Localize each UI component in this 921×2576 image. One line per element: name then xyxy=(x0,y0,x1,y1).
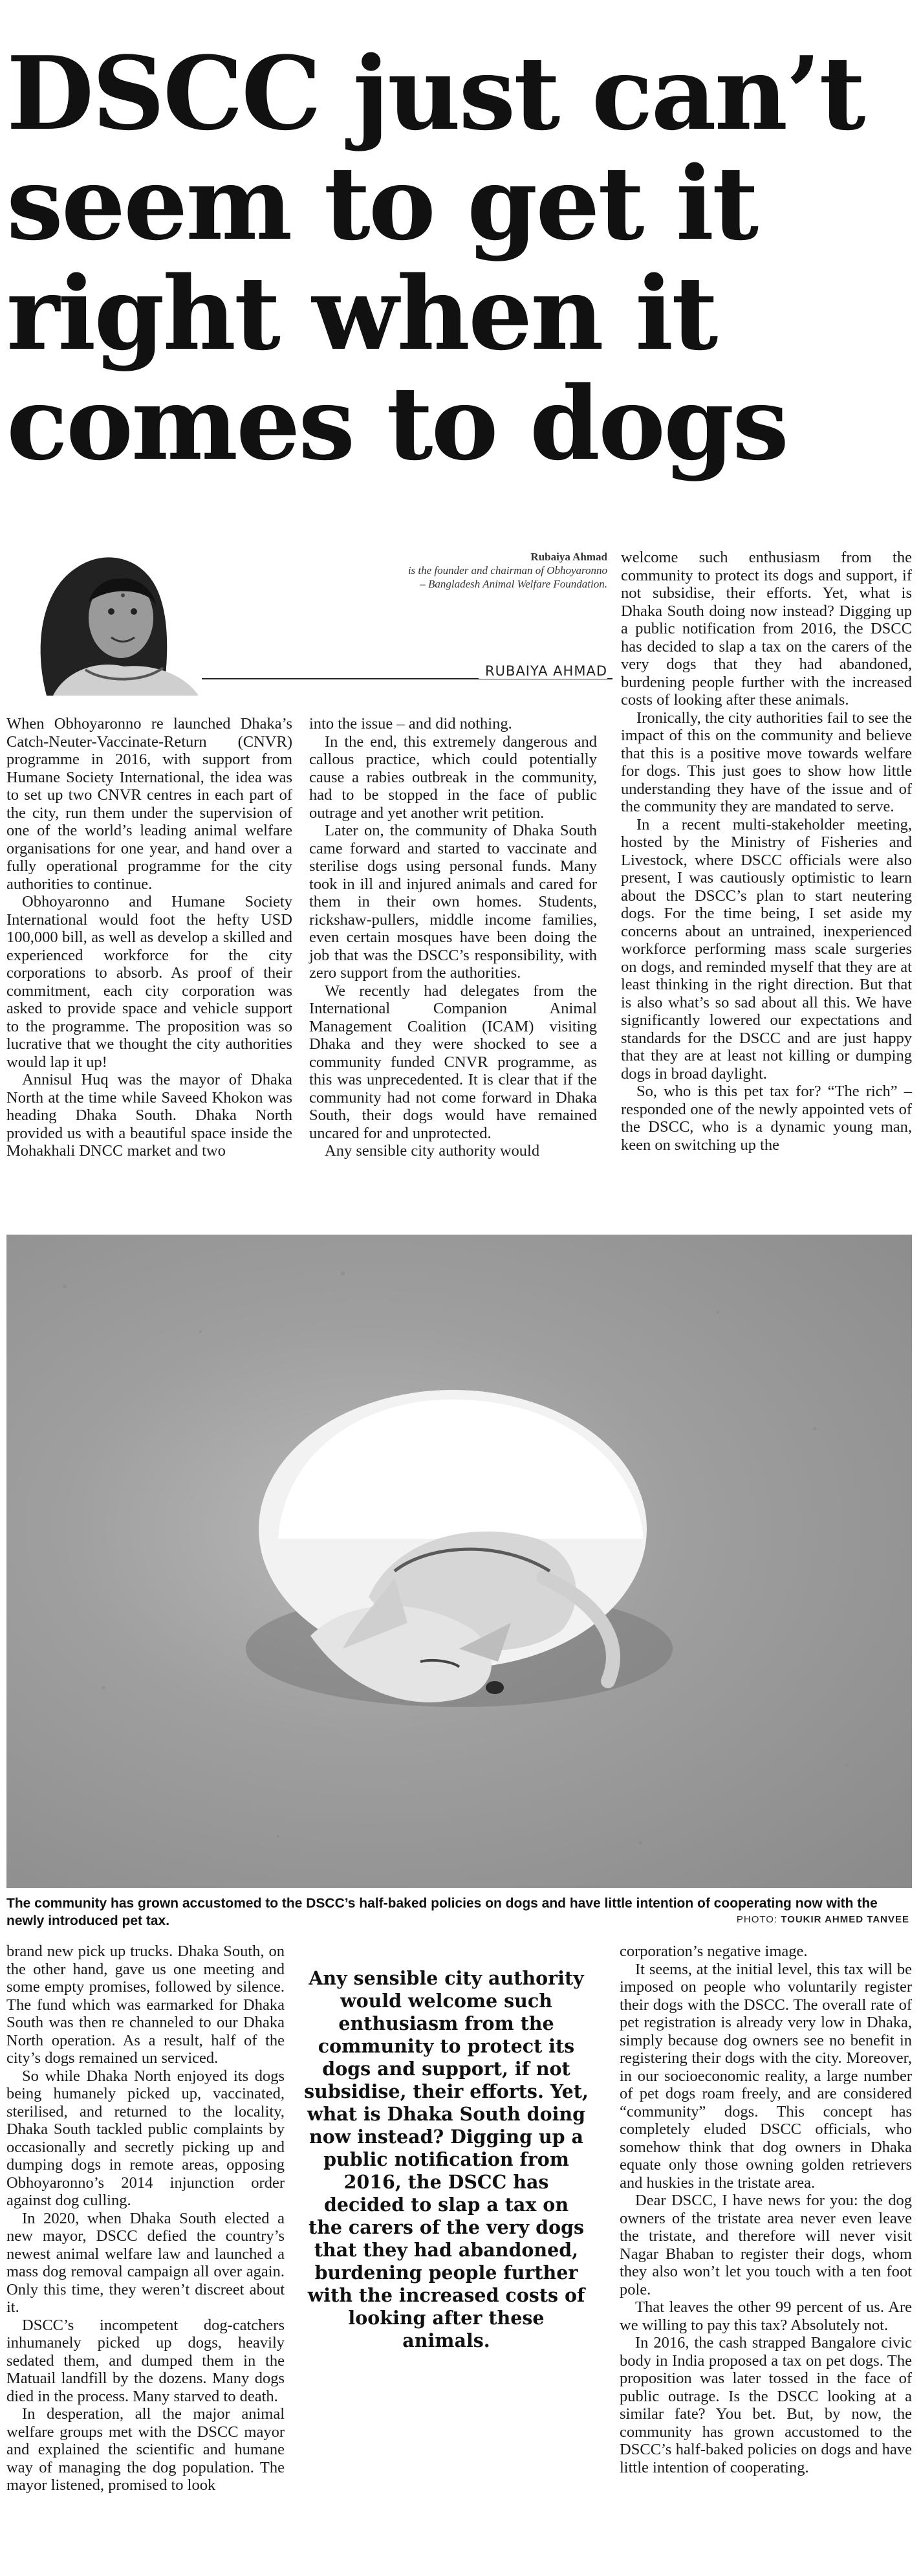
author-description: is the founder and chairman of Obhoyaronno – Bangladesh Animal Welfare Foundation. xyxy=(407,564,607,590)
photo-credit xyxy=(737,1914,909,1925)
paragraph: Later on, the community of Dhaka South came forward and started to vaccinate and sterilise dogs using personal funds. Many took in ill and injured animals and cared for them in their own homes. Students, rickshaw-pullers, middle income families, even certain mosques have been doing the job that was the DSCC’s responsibility, with zero support from the authorities. xyxy=(309,822,597,982)
paragraph: Annisul Huq was the mayor of Dhaka North at the time while Saveed Khokon was heading Dhaka South. Dhaka North provided us with a beautiful space inside the Mohakhali DNCC market and two xyxy=(6,1071,292,1160)
photo-caption: The community has grown accustomed to the DSCC’s half-baked policies on dogs and have little intention of cooperating now with the newly introduced pet tax. xyxy=(6,1896,878,1928)
paragraph: When Obhoyaronno re launched Dhaka’s Catch-Neuter-Vaccinate-Return (CNVR) programme in 2016, with support from Humane Society International, the idea was to set up two CNVR centres in each part of the city, run them under the supervision of one of the world’s leading animal welfare organisations for one year, and hand over a fully operational programme for the city authorities to continue. xyxy=(6,715,292,893)
paragraph: corporation’s negative image. xyxy=(620,1943,808,1960)
photo-sleeping-dog xyxy=(6,1235,912,1888)
photo-credit-name: TOUKIR AHMED TANVEE xyxy=(781,1914,909,1925)
paragraph: So while Dhaka North enjoyed its dogs being humanely picked up, vaccinated, sterilised, and returned to the locality, Dhaka South tackled public complaints by occasionally and secretly picking up and dumping dogs in remote areas, opposing Obhoyaronno’s 2014 injunction order against dog culling. xyxy=(6,2067,285,2209)
paragraph: We recently had delegates from the International Companion Animal Management Coalition (ICAM) visiting Dhaka and they were shocked to see a community funded CNVR programme, as this was unprecedented. It is clear that if the community had not come forward in Dhaka South, their dogs would have remained uncared for and unprotected. xyxy=(309,982,597,1142)
column-2 xyxy=(309,715,597,1160)
author-note xyxy=(400,550,607,591)
column-1 xyxy=(6,715,292,1160)
paragraph: So, who is this pet tax for? “The rich” – responded one of the newly appointed vets of the DSCC, who is a dynamic young man, keen on switching up the xyxy=(621,1083,912,1154)
paragraph: into the issue – and did nothing. xyxy=(309,715,512,732)
paragraph: Dear DSCC, I have news for you: the dog owners of the tristate area never even leave the tristate, and therefore will never visit Nagar Bhaban to register their dogs, whom they also won’t let you touch with a ten foot pole. xyxy=(620,2192,912,2298)
paragraph: In 2016, the cash strapped Bangalore civic body in India proposed a tax on pet dogs. The proposition was later tossed in the face of public outrage. Is the DSCC looking at a similar fate? You bet. But, by now, the community has grown accustomed to the DSCC’s half-baked policies on dogs and have little intention of cooperating. xyxy=(620,2334,912,2476)
paragraph: welcome such enthusiasm from the community to protect its dogs and support, if not subsidise, their efforts. Yet, what is Dhaka South doing now instead? Digging up a public notification from 2016, the DSCC has decided to slap a tax on the carers of the very dogs that they had abandoned, burdening people further with the increased costs of looking after these animals. xyxy=(621,549,912,709)
column-3 xyxy=(621,549,912,1154)
paragraph: DSCC’s incompetent dog-catchers inhumanely picked up dogs, heavily sedated them, and dumped them in the Matuail landfill by the dozens. Many dogs died in the process. Many starved to death. xyxy=(6,2316,285,2405)
paragraph: Any sensible city authority would xyxy=(325,1142,540,1160)
byline-block xyxy=(8,531,612,699)
author-portrait xyxy=(8,531,205,696)
headline: DSCC just can’t seem to get it right when it comes to dogs xyxy=(6,34,864,483)
paragraph: Ironically, the city authorities fail to see the impact of this on the community and believe that this is a positive move towards welfare for dogs. This just goes to show how little understanding they have of the issue and of the community they are mandated to serve. xyxy=(621,709,912,815)
author-name: Rubaiya Ahmad xyxy=(530,551,607,563)
paragraph: In the end, this extremely dangerous and callous practice, which could potentially cause a rabies outbreak in the community, had to be stopped in the face of public outrage and yet another writ petition. xyxy=(309,732,597,822)
paragraph: That leaves the other 99 percent of us. Are we willing to pay this tax? Absolutely not. xyxy=(620,2298,912,2334)
paragraph: Obhoyaronno and Humane Society International would foot the hefty USD 100,000 bill, as well as develop a skilled and experienced workforce for the city corporations to absorb. As proof of their commitment, each city corporation was asked to provide space and vehicle support to the programme. The proposition was so lucrative that we thought the city authorities would lap it up! xyxy=(6,893,292,1071)
column-5 xyxy=(620,1943,912,2476)
paragraph: brand new pick up trucks. Dhaka South, on the other hand, gave us one meeting and some empty promises, followed by silence. The fund which was earmarked for Dhaka South was then re channeled to our Dhaka North operation. As a result, half of the city’s dogs remained un serviced. xyxy=(6,1943,285,2067)
paragraph: It seems, at the initial level, this tax will be imposed on people who voluntarily register their dogs with the DSCC. The overall rate of pet registration is already very low in Dhaka, simply because dog owners see no benefit in registering their dogs with the city. Moreover, in our socioeconomic reality, a large number of pet dogs roam freely, and are considered “community” dogs. This concept has completely eluded DSCC officials, who somehow think that dog owners in Dhaka equate only those owning golden retrievers and huskies in the tristate area. xyxy=(620,1960,912,2192)
byline: RUBAIYA AHMAD xyxy=(479,663,607,679)
paragraph: In a recent multi-stakeholder meeting, hosted by the Ministry of Fisheries and Livestock, where DSCC officials were also present, I was cautiously optimistic to learn about the DSCC’s plan to start neutering dogs. For the time being, I set aside my concerns about an untrained, inexperienced workforce performing mass scale surgeries on dogs, and reminded myself that they are at least thinking in the right direction. But that is also what’s so sad about all this. We have significantly lowered our expectations and standards for the DSCC and are just happy that they are at least not killing or dumping dogs in broad daylight. xyxy=(621,815,912,1083)
pull-quote: Any sensible city authority would welcome such enthusiasm from the community to protect its dogs and support, if not subsidise, their efforts. Yet, what is Dhaka South doing now instead? Digging up a public notification from 2016, the DSCC has decided to slap a tax on the carers of the very dogs that they had abandoned, burdening people further with the increased costs of looking after these animals. xyxy=(304,1967,589,2351)
column-4 xyxy=(6,1943,285,2494)
dog-illustration xyxy=(6,1235,912,1888)
photo-credit-label: PHOTO: xyxy=(736,1914,778,1925)
paragraph: In 2020, when Dhaka South elected a new mayor, DSCC defied the country’s newest animal welfare law and launched a mass dog removal campaign all over again. Only this time, they weren’t discreet about it. xyxy=(6,2209,285,2316)
paragraph: In desperation, all the major animal welfare groups met with the DSCC mayor and explained the scientific and humane way of managing the dog population. The mayor listened, promised to look xyxy=(6,2405,285,2494)
